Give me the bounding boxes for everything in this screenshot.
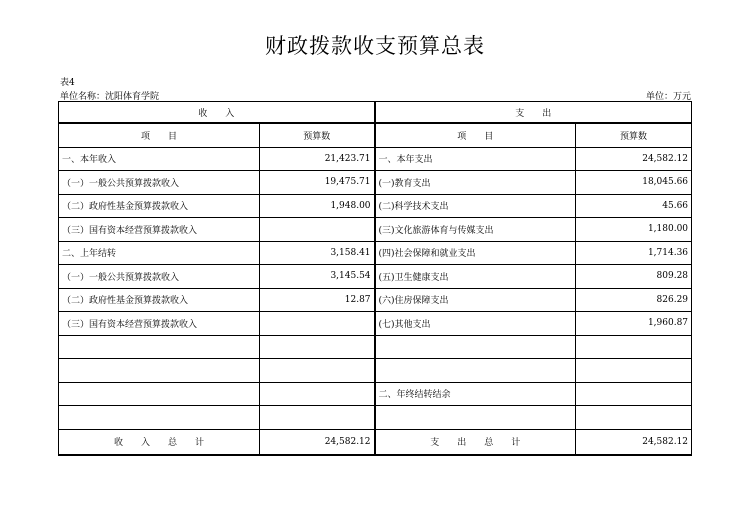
income-value-cell: 21,423.71 <box>260 147 375 171</box>
expense-value-cell: 826.29 <box>576 288 692 312</box>
table-row <box>59 171 692 195</box>
income-item-cell <box>59 406 260 430</box>
table-number: 表4 <box>60 78 75 88</box>
table-row <box>59 359 692 383</box>
expense-item-cell: (二)科学技术支出 <box>375 194 576 218</box>
income-header: 收 入 <box>59 102 375 124</box>
page-title: 财政拨款收支预算总表 <box>265 34 485 58</box>
income-item-cell: （三）国有资本经营预算拨款收入 <box>59 312 260 336</box>
expense-budget-header: 预算数 <box>576 123 692 147</box>
expense-header: 支 出 <box>375 102 692 124</box>
expense-value-cell: 809.28 <box>576 265 692 289</box>
income-item-header: 项 目 <box>59 123 260 147</box>
table-row <box>59 382 692 406</box>
income-item-cell: （二）政府性基金预算拨款收入 <box>59 194 260 218</box>
income-item-cell: （二）政府性基金预算拨款收入 <box>59 288 260 312</box>
income-value-cell: 12.87 <box>260 288 375 312</box>
expense-value-cell <box>576 359 692 383</box>
expense-item-cell <box>375 359 576 383</box>
income-value-cell <box>260 382 375 406</box>
income-budget-header: 预算数 <box>260 123 375 147</box>
income-item-cell <box>59 382 260 406</box>
expense-item-cell: (四)社会保障和就业支出 <box>375 241 576 265</box>
unit-name: 单位名称：沈阳体育学院 <box>60 92 160 102</box>
expense-item-cell: 二、年终结转结余 <box>375 382 576 406</box>
table-row <box>59 288 692 312</box>
unit-label: 单位：万元 <box>645 92 691 102</box>
income-value-cell <box>260 218 375 242</box>
expense-item-header: 项 目 <box>375 123 576 147</box>
section-header-row <box>59 102 692 124</box>
income-value-cell: 3,158.41 <box>260 241 375 265</box>
income-value-cell <box>260 312 375 336</box>
table-row <box>59 147 692 171</box>
expense-value-cell: 45.66 <box>576 194 692 218</box>
expense-item-cell: (三)文化旅游体育与传媒支出 <box>375 218 576 242</box>
expense-value-cell: 1,180.00 <box>576 218 692 242</box>
table-row <box>59 312 692 336</box>
income-item-cell <box>59 335 260 359</box>
expense-total-value: 24,582.12 <box>576 429 692 455</box>
income-item-cell: （一）一般公共预算拨款收入 <box>59 265 260 289</box>
budget-table <box>58 101 692 456</box>
income-value-cell: 19,475.71 <box>260 171 375 195</box>
expense-item-cell: 一、本年支出 <box>375 147 576 171</box>
table-row <box>59 335 692 359</box>
expense-item-cell <box>375 335 576 359</box>
table-row <box>59 241 692 265</box>
income-item-cell: （一）一般公共预算拨款收入 <box>59 171 260 195</box>
income-item-cell: 一、本年收入 <box>59 147 260 171</box>
expense-item-cell <box>375 406 576 430</box>
expense-item-cell: (七)其他支出 <box>375 312 576 336</box>
column-header-row <box>59 123 692 147</box>
expense-value-cell: 1,714.36 <box>576 241 692 265</box>
income-value-cell: 1,948.00 <box>260 194 375 218</box>
income-total-label: 收 入 总 计 <box>59 429 260 455</box>
table-row <box>59 194 692 218</box>
expense-value-cell: 24,582.12 <box>576 147 692 171</box>
table-row <box>59 218 692 242</box>
expense-value-cell <box>576 335 692 359</box>
income-item-cell: （三）国有资本经营预算拨款收入 <box>59 218 260 242</box>
expense-value-cell: 1,960.87 <box>576 312 692 336</box>
total-row <box>59 429 692 455</box>
income-total-value: 24,582.12 <box>260 429 375 455</box>
table-row <box>59 265 692 289</box>
income-item-cell <box>59 359 260 383</box>
expense-item-cell: (六)住房保障支出 <box>375 288 576 312</box>
expense-item-cell: (五)卫生健康支出 <box>375 265 576 289</box>
expense-total-label: 支 出 总 计 <box>375 429 576 455</box>
income-value-cell: 3,145.54 <box>260 265 375 289</box>
expense-value-cell <box>576 382 692 406</box>
income-value-cell <box>260 406 375 430</box>
expense-value-cell: 18,045.66 <box>576 171 692 195</box>
income-value-cell <box>260 335 375 359</box>
table-row <box>59 406 692 430</box>
income-value-cell <box>260 359 375 383</box>
income-item-cell: 二、上年结转 <box>59 241 260 265</box>
expense-item-cell: (一)教育支出 <box>375 171 576 195</box>
expense-value-cell <box>576 406 692 430</box>
